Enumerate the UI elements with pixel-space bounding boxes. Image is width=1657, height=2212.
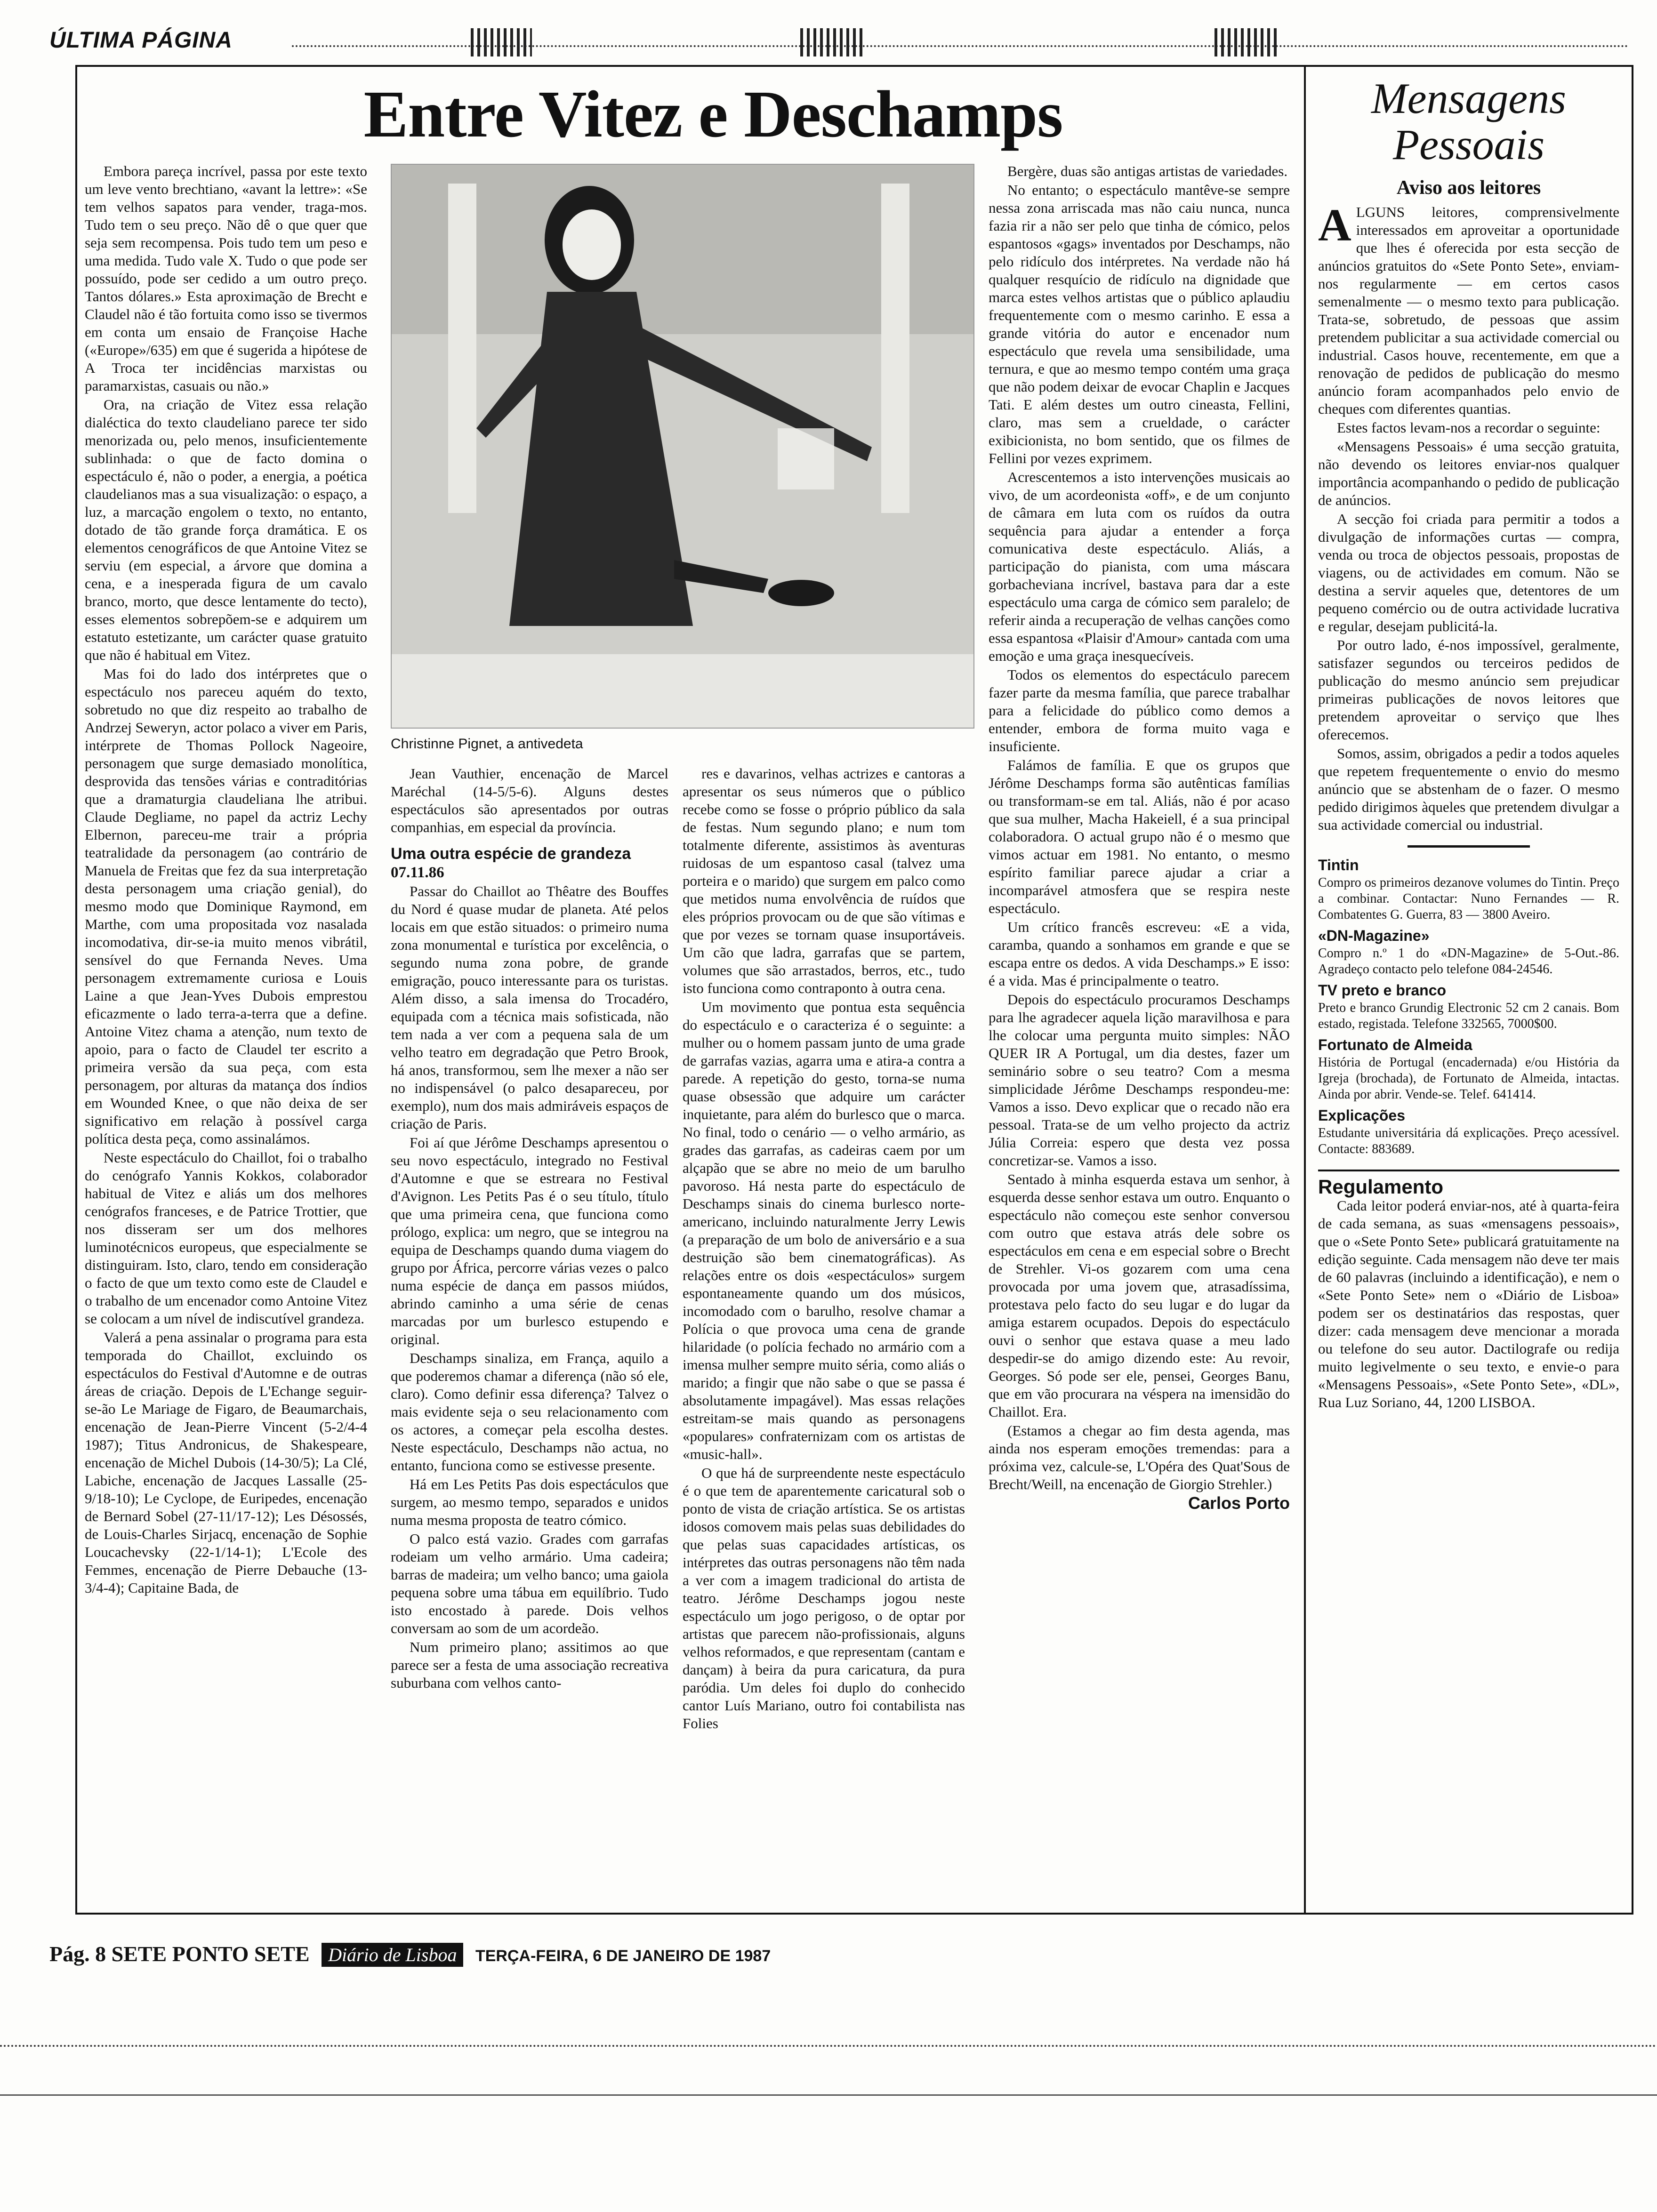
article-column-2 (391, 765, 668, 1894)
paragraph: Jean Vauthier, encenação de Marcel Maréchal (14-5/5-6). Alguns destes espectáculos são apresentados por outras companhias, em especial da província. (391, 765, 668, 835)
bottom-rule (0, 2094, 1657, 2096)
paragraph: No entanto; o espectáculo mantêve-se sempre nessa zona arriscada mas não caiu nunca, nunca fazia rir a não ser pelo que tinha de cómico, pelos espantosos «gags» inventados por Deschamps, não pelo ridículo dos intérpretes. Na verdade não há qualquer resquício de ridículo na dignidade que marca estes velhos artistas que o público aplaudiu frequentemente com o mesmo carinho. E essa a grande vitória do autor e encenador num espectáculo que revela uma sensibilidade, uma ternura, e que ao mesmo tempo contém uma graça que não podem deixar de evocar Chaplin e Jacques Tati. E além destes um outro cineasta, Fellini, claro, mas sem a crueldade, o carácter exibicionista, no bom sentido, que os filmes de Fellini por vezes exprimem. (989, 182, 1290, 466)
sidebar-rule (1408, 845, 1530, 848)
footer-section: SETE PONTO SETE (111, 1942, 310, 1966)
paragraph: Mas foi do lado dos intérpretes que o espectáculo nos pareceu aquém do texto, sobretudo no que diz respeito ao trabalho de Andrzej Seweryn, actor polaco a viver em Paris, intérprete de Thomas Pollock Nageoire, personagem que surge demasiado monolítica, desprovida das tensões várias e contraditórias que a dramaturgia claudeliana lhe atribui. Claude Degliame, no papel da actriz Lechy Elbernon, pareceu-me trair a própria teatralidade da personagem (ao contrário de Manuela de Freitas que fez da sua interpretação desta personagem uma criação genial), do mesmo modo que Dominique Raymond, em Marthe, com uma propositada voz nasalada incomodativa, dir-se-ia muito menos vibrátil, sensível do que Fernanda Neves. Uma personagem extremamente curiosa e Louis Laine a que Jean-Yves Dubois emprestou eficazmente o lado terra-a-terra que a define. Antoine Vitez chama a atenção, num texto de apoio, para o facto de Claudel ter escrito a primeira versão da sua peça, com esta personagem, por alturas da matança dos índios em Wounded Knee, o que não deixa de ser significativo em relação à possível carga política desta peça, como assinalámos. (85, 665, 367, 1147)
header-ornament (800, 28, 866, 56)
header-ornament (1215, 28, 1280, 56)
paragraph: Todos os elementos do espectáculo parecem fazer parte da mesma família, que parece trabalhar para a felicidade do público como demos a entender, embora de forma muito vaga e insuficiente. (989, 666, 1290, 754)
sidebar-rule (1318, 1170, 1619, 1171)
paragraph: Deschamps sinaliza, em França, aquilo a que poderemos chamar a diferença (não só ele, claro). Como definir essa diferença? Talvez o mais evidente seja o seu relacionamento com os actores, a começar pela escolha destes. Neste espectáculo, Deschamps não actua, no entanto, funciona como se estivesse presente. (391, 1350, 668, 1474)
paragraph: Um crítico francês escreveu: «E a vida, caramba, quando a sonhamos em grande e que se escapa entre os dedos. A vida Deschamps.» E isso: é a vida. Mas é principalmente o teatro. (989, 919, 1290, 989)
classified-ad (1318, 981, 1619, 1032)
paragraph: Num primeiro plano; assitimos ao que parece ser a festa de uma associação recreativa suburbana com velhos canto- (391, 1639, 668, 1691)
newspaper-flag: Diário de Lisboa (322, 1943, 463, 1967)
section-subheading: Uma outra espécie de grandeza (391, 845, 631, 863)
photo-caption: Christinne Pignet, a antivedeta (391, 736, 583, 752)
classified-body: Estudante universitária dá explicações. Preço acessível. Contacte: 883689. (1318, 1126, 1619, 1156)
regulation-title: Regulamento (1318, 1176, 1444, 1198)
header-ornament (471, 28, 532, 56)
paragraph: (Estamos a chegar ao fim desta agenda, mas ainda nos esperam emoções tremendas: para a próxima vez, calcule-se, L'Opéra des Quat'Sous de Brecht/Weill, na encenação de Giorgio Strehler.) (989, 1422, 1290, 1492)
paragraph: res e davarinos, velhas actrizes e cantoras a apresentar os seus números que o público recebe como se fosse o próprio público da sala de festas. Num segundo plano; e num tom totalmente diferente, assistimos às aventuras ruidosas de um espantoso casal (talvez uma porteira e o marido) que surgem em palco como que metidos numa envolvência de ruídos que eles próprios provocam ou de que são vítimas e que por vezes se tornam quase insuportáveis. Um cão que ladra, garrafas que se partem, volumes que são arrastados, berros, etc., tudo isto funciona como contraponto à outra cena. (683, 765, 965, 996)
classified-title: Fortunato de Almeida (1318, 1036, 1472, 1053)
paragraph: O que há de surpreendente neste espectáculo é o que tem de aparentemente caricatural sob o ponto de vista de criação artística. Se os artistas idosos comovem mais pelas suas debilidades do que pelas suas capacidades artísticas, os intérpretes das outras personagens não têm nada a ver com a imagem tradicional do artista de teatro. Jérôme Deschamps jogou neste espectáculo um jogo perigoso, o de optar por artistas que parecem não-profissionais, alguns velhos reformados, e que representam (cantam e dançam) à beira da pura caricatura, da pura paródia. Um deles foi duplo do conhecido cantor Luís Mariano, outro foi contabilista nas Folies (683, 1465, 965, 1731)
classified-ad (1318, 1036, 1619, 1103)
notice-title: Aviso aos leitores (1396, 177, 1541, 199)
classified-ad (1318, 1106, 1619, 1157)
article-column-1 (85, 162, 367, 1894)
paragraph: Valerá a pena assinalar o programa para esta temporada do Chaillot, excluindo os espectáculos do Festival d'Automne e de outras áreas de criação. Depois de L'Echange seguir-se-ão Le Mariage de Figaro, de Beaumarchais, encenação de Jean-Pierre Vincent (5-2/4-4 1987); Titus Andronicus, de Shakespeare, encenação de Michel Dubois (14-30/5); La Clé, Labiche, encenação de Jacques Lassalle (25-9/18-10); Le Cyclope, de Euripedes, encenação de Bernard Sobel (27-11/17-12); Les Désossés, de Louis-Charles Sirjacq, encenação de Sophie Loucachevsky (22-1/14-1); L'Ecole des Femmes, encenação de Pierre Debauche (13-3/4-4); Capitaine Bada, de (85, 1329, 367, 1596)
classified-body: História de Portugal (encadernada) e/ou História da Igreja (brochada), de Fortunato de Almeida, intactas. Ainda por abrir. Vende-se. Telef. 641414. (1318, 1055, 1619, 1102)
paragraph: Neste espectáculo do Chaillot, foi o trabalho do cenógrafo Yannis Kokkos, colaborador habitual de Vitez e aliás um dos melhores cenógrafos franceses, e de Patrice Trottier, que nos disseram ser um dos melhores luminotécnicos europeus, que especialmente se distinguiram. Isto, claro, tendo em consideração o facto de que um texto como este de Claudel e o trabalho de um encenador como Antoine Vitez se colocam a um nível de indiscutível grandeza. (85, 1149, 367, 1327)
section-kicker: ÚLTIMA PÁGINA (49, 28, 233, 53)
paragraph: Bergère, duas são antigas artistas de variedades. (1007, 163, 1288, 179)
notice-paragraph: LGUNS leitores, comprensivelmente interessados em aproveitar a oportunidade que lhes é oferecida por esta secção de anúncios gratuitos do «Sete Ponto Sete», enviam-nos regularmente — em certos casos semenalmente — o mesmo texto para publicação. Trata-se, sobretudo, de pessoas que assim pretendem publicitar a sua actividade comercial ou industrial. Casos houve, recentemente, em que a renovação de pedidos de publicação do mesmo anúncio foram acompanhados pelo envio de cheques com diferentes quantias. (1318, 204, 1619, 417)
notice-paragraph: «Mensagens Pessoais» é uma secção gratuita, não devendo os leitores enviar-nos qualquer importância acompanhando o pedido de publicação de anúncios. (1318, 438, 1619, 508)
paragraph: O palco está vazio. Grades com garrafas rodeiam um velho armário. Uma cadeira; barras de madeira; um velho banco; uma gaiola pequena sobre uma tábua em equilíbrio. Tudo isto encostado à parede. Dois velhos conversam ao som de um acordeão. (391, 1531, 668, 1636)
paragraph: Um movimento que pontua esta sequência do espectáculo e o caracteriza é o seguinte: a mulher ou o homem passam junto de uma grade de garrafas vazias, agarra uma e atira-a contra a parede. A repetição do gesto, torna-se numa quase obsessão que adquire um carácter inquietante, para além do burlesco que o marca. No final, todo o cenário — o velho armário, as grades das garrafas, as cadeiras caem por um alçapão que se abre no meio de um barulho pavoroso. Há nesta parte do espectáculo de Deschamps sinais do cinema burlesco norte-americano, incluindo naturalmente Jerry Lewis (a preparação de um bolo de aniversário e a sua destruição são bem cinematográficas). As relações entre os dois «espectáculos» surgem espontaneamente quando um dos músicos, incomodado com o barulho, resolve chamar a Polícia o que provoca uma cena de grande hilaridade (o polícia fechado no armário com a imensa mulher sempre muito séria, como aliás o marido; a fingir que não sabe o que se passa é absolutamente impagável). Mas essas relações estreitam-se mais quando as personagens «populares» confraternizam com os artistas de «music-hall». (683, 999, 965, 1462)
author-byline: Carlos Porto (1188, 1493, 1290, 1513)
sidebar-title: Mensagens Pessoais (1371, 75, 1566, 168)
classified-body: Compro n.º 1 do «DN-Magazine» de 5-Out.-86. Agradeço contacto pelo telefone 084-24546. (1318, 946, 1619, 977)
classified-ad (1318, 927, 1619, 978)
notice-paragraph: Por outro lado, é-nos impossível, geralmente, satisfazer segundos ou terceiros pedidos de publicação do mesmo anúncio sem prejudicar primeiras publicações de novos leitores que pretendem aproveitar o serviço que lhes oferecemos. (1318, 637, 1619, 743)
paragraph: Foi aí que Jérôme Deschamps apresentou o seu novo espectáculo, integrado no Festival d'Automne e que se estreara no Festival d'Avignon. Les Petits Pas é o seu título, título que uma primeira cena, que funciona como prólogo, explica: um negro, que se integrou na equipa de Deschamps quando duma viagem do grupo por África, percorre várias vezes o palco numa espécie de dança em passos miúdos, abrindo caminho a uma série de cenas marcadas por um burlesco estupendo e original. (391, 1134, 668, 1347)
regulation-text: Cada leitor poderá enviar-nos, até à quarta-feira de cada semana, as suas «mensagens pessoais», que o «Sete Ponto Sete» publicará gratuitamente na edição seguinte. Cada mensagem não deve ter mais de 60 palavras (incluindo a identificação), e nem o «Sete Ponto Sete» nem o «Diário de Lisboa» podem ser os destinatários das respostas, quer dizer: cada mensagem deve mencionar a morada ou telefone do seu autor. Dactilografe ou redija muito legivelmente o seu texto, e envie-o para «Mensagens Pessoais», «Sete Ponto Sete», «DL», Rua Luz Soriano, 44, 1200 LISBOA. (1318, 1197, 1619, 1411)
classified-title: Explicações (1318, 1107, 1405, 1124)
classified-title: Tintin (1318, 857, 1359, 874)
paragraph: Depois do espectáculo procuramos Deschamps para lhe agradecer aquela lição maravilhosa e para lhe colocar uma pergunta muito simples: NÃO QUER IR A Portugal, um dia destes, fazer um seminário sobre o seu teatro? Com a mesma simplicidade Jérôme Deschamps respondeu-me: Vamos a isso. Devo explicar que o recado não era pessoal. Trata-se de um velho projecto da actriz Júlia Correia: espero que desta vez possa concretizar-se. Vamos a isso. (989, 991, 1290, 1169)
headline: Entre Vitez e Deschamps (363, 77, 1063, 151)
sidebar-divider (1304, 65, 1306, 1915)
photo-actress (391, 164, 974, 729)
notice-paragraph: A secção foi criada para permitir a todos a divulgação de informações curtas — compra, venda ou troca de objectos pessoais, propostas de viagens, ou de actividades em comum. Não se destina a servir aqueles que, detentores de um pequeno comércio ou de outra actividade lucrativa e regular, desejam publicitá-la. (1318, 511, 1619, 634)
dateline: 07.11.86 (391, 864, 444, 881)
article-column-3 (683, 765, 965, 1894)
sidebar-mensagens-pessoais (1318, 75, 1619, 1901)
paragraph: Acrescentemos a isto intervenções musicais ao vivo, de um acordeonista «off», e de um conjunto de câmara em luta com os ruídos da outra sequência para ajudar a entender a força comunicativa deste espectáculo. Aliás, a participação do pianista, com uma máscara gorbacheviana incrível, bastava para dar a este espectáculo uma carga de cómico sem paralelo; de referir ainda a recuperação de velhas canções como essa espantosa «Plaisir d'Amour» cantada com uma emoção e uma graça inesquecíveis. (989, 469, 1290, 664)
classified-body: Compro os primeiros dezanove volumes do Tintin. Preço a combinar. Contactar: Nuno Fernandes — R. Combatentes G. Guerra, 83 — 3800 Aveiro. (1318, 875, 1619, 922)
page-number: Pág. 8 (49, 1942, 106, 1966)
paragraph: Sentado à minha esquerda estava um senhor, à esquerda desse senhor estava um outro. Enquanto o espectáculo não começou este senhor conversou com outro que estava atrás dele sobre os espectáculos em cena e em especial sobre o Brecht de Strehler. Vi-os gozarem com uma cena provocada por uma jovem que, atrasadíssima, protestava pelo facto do seu lugar e do lugar da amiga estarem ocupados. Depois do espectáculo ouvi o senhor que estava quase a meu lado despedir-se do amigo dizendo este: Au revoir, Georges. Só pode ser ele, pensei, Georges Banu, que em vão procurara na véspera na imensidão do Chaillot. Era. (989, 1171, 1290, 1420)
paragraph: Passar do Chaillot ao Thêatre des Bouffes du Nord é quase mudar de planeta. Até pelos locais em que estão situados: o primeiro numa zona monumental e turística por excelência, o segundo numa zona pobre, de grande emigração, pouco interessante para os turistas. Além disso, a sala imensa do Trocadéro, equipada com a técnica mais sofisticada, não tem nada a ver com a pequena sala de um velho teatro em degradação que Petro Brook, há anos, transformou, sem lhe mexer a não ser no indispensável (o palco desapareceu, por exemplo), num dos mais admiráveis espaços de criação de Paris. (391, 883, 668, 1132)
bottom-dotted-rule (0, 2045, 1657, 2047)
paragraph: Ora, na criação de Vitez essa relação dialéctica do texto claudeliano parece ter sido menorizada ou, pelo menos, insuficientemente sublinhada: o que de facto domina o espectáculo é, não o poder, a energia, a poética claudelianos mas a sua visualização: o espaço, a luz, a marcação engolem o texto, no entanto, dotado de tão grande força dramática. E os elementos cenográficos de que Antoine Vitez se serviu (em especial, a árvore que domina a cena, e a inesperada figura de um cavalo branco, morto, que desce lentamente do tecto), esses elementos sobrepõem-se e adquirem um estatuto estetizante, um carácter quase gratuito que não é habitual em Vitez. (85, 396, 367, 663)
classified-body: Preto e branco Grundig Electronic 52 cm 2 canais. Bom estado, registada. Telefone 332565, 7000$00. (1318, 1001, 1619, 1031)
notice-paragraph: Somos, assim, obrigados a pedir a todos aqueles que repetem frequentemente o envio do mesmo anúncio que se abstenham de o fazer. O mesmo pedido dirigimos àqueles que pretendem divulgar a sua actividade comercial ou industrial. (1318, 745, 1619, 833)
paragraph: Embora pareça incrível, passa por este texto um leve vento brechtiano, «avant la lettre»: «Se tem velhos sapatos para vender, traga-mos. Tudo tem o seu preço. Não dê o que quer que seja sem recompensa. Pois tudo tem um peso e uma medida. Tudo vale X. Tudo o que pode ser possuído, pode ser cedido a um outro preço. Tantos dólares.» Esta aproximação de Brecht e Claudel não é tão fortuita como isso se tivermos em conta um ensaio de Françoise Hache («Europe»/635) em que é sugerida a hipótese de A Troca ter incidências marxistas ou paramarxistas, casuais ou não.» (85, 163, 367, 394)
publication-date: TERÇA-FEIRA, 6 DE JANEIRO DE 1987 (475, 1947, 771, 1965)
notice-paragraph: Estes factos levam-nos a recordar o seguinte: (1337, 419, 1601, 436)
article-column-4 (989, 162, 1290, 1899)
classified-ad (1318, 856, 1619, 923)
paragraph: Falámos de família. E que os grupos que Jérôme Deschamps forma são autênticas famílias ou transformam-se em tal. Aliás, não é por acaso que sua mulher, Macha Hakeiell, é a sua principal colaboradora. O actual grupo não é o mesmo que vimos actuar em 1981. No entanto, o mesmo espírito familiar parece ajudar a criar a incomparável atmosfera que se respira neste espectáculo. (989, 757, 1290, 916)
paragraph: Há em Les Petits Pas dois espectáculos que surgem, ao mesmo tempo, separados e unidos numa mesma proposta de teatro cómico. (391, 1476, 668, 1528)
classified-title: «DN-Magazine» (1318, 927, 1430, 944)
classified-title: TV preto e branco (1318, 982, 1447, 999)
page-footer (49, 1941, 771, 1967)
photo-illustration (392, 165, 974, 729)
drop-cap: A (1318, 200, 1351, 251)
